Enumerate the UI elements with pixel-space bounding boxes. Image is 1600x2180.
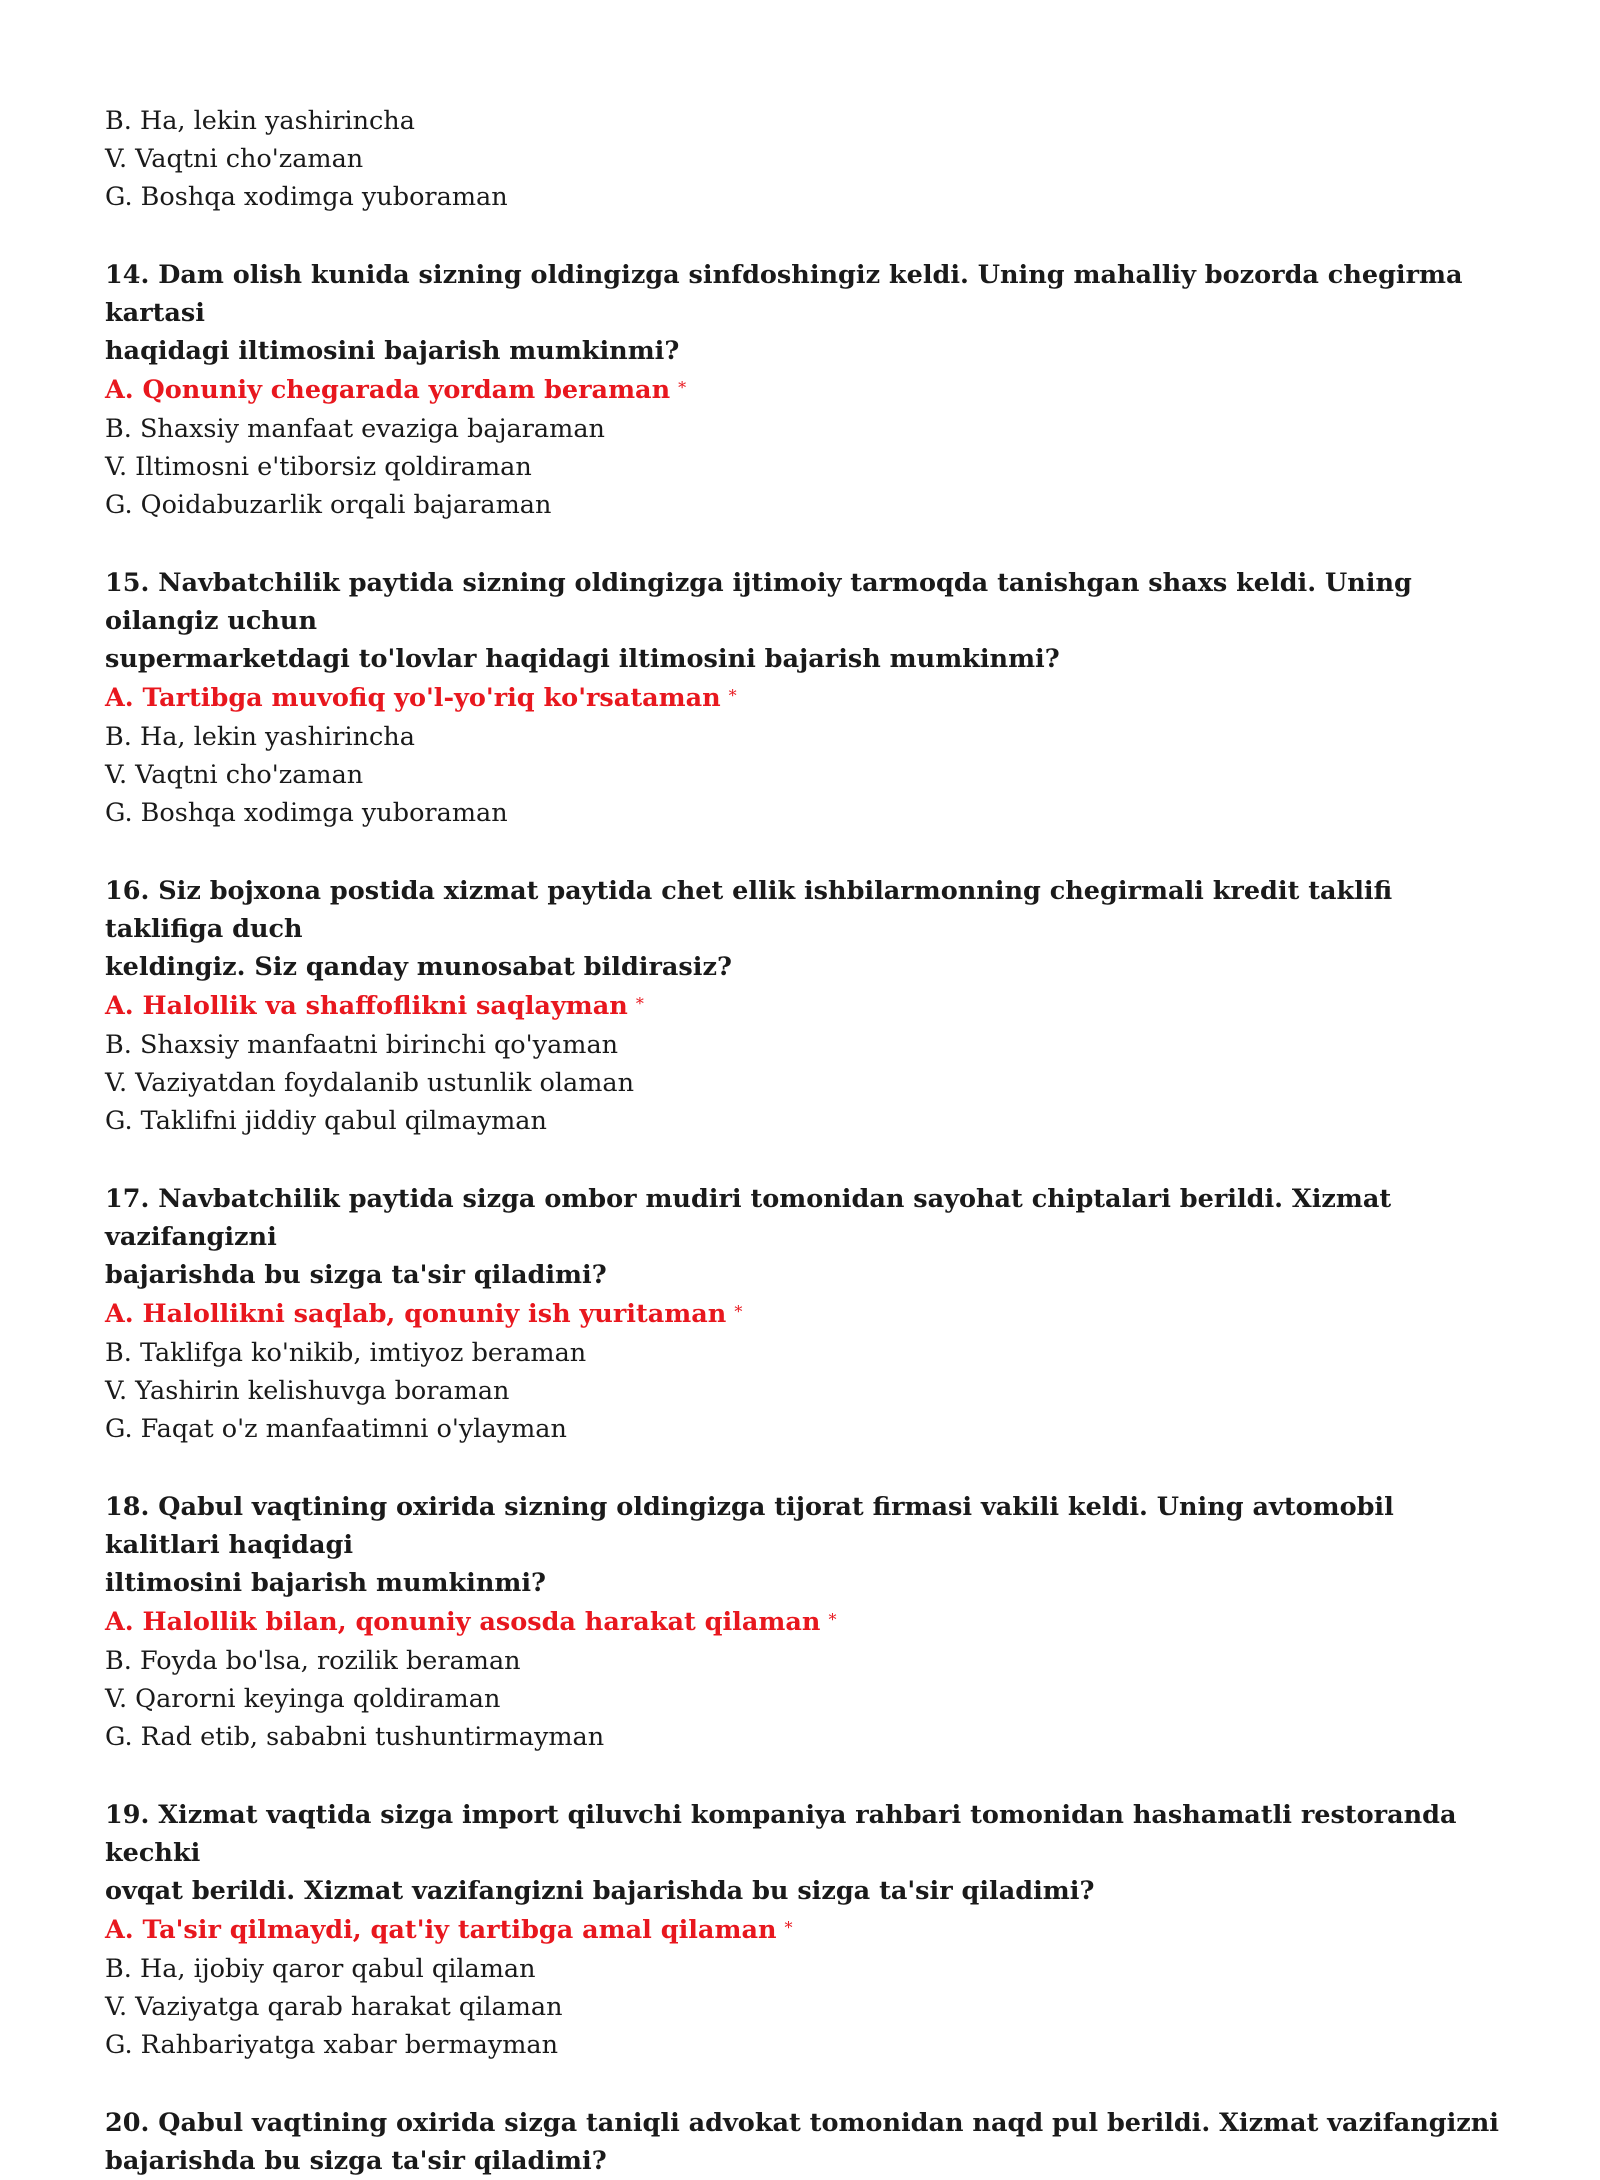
correct-answer xyxy=(105,1602,1505,1642)
correct-marker: * xyxy=(734,1302,743,1321)
option-v: V. Vaqtni cho'zaman xyxy=(105,760,364,790)
correct-answer xyxy=(105,1910,1505,1950)
question-line-2: bajarishda bu sizga ta'sir qiladimi? xyxy=(105,2146,607,2176)
correct-answer-text: A. Qonuniy chegarada yordam beraman xyxy=(105,375,671,405)
question-line-1: 20. Qabul vaqtining oxirida sizga taniqli advokat tomonidan naqd pul berildi. Xizmat vazifangizni xyxy=(105,2108,1499,2138)
option-v: V. Iltimosni e'tiborsiz qoldiraman xyxy=(105,452,532,482)
correct-marker: * xyxy=(784,1918,793,1937)
question-text xyxy=(105,1488,1505,1602)
option-v: V. Qarorni keyinga qoldiraman xyxy=(105,1684,501,1714)
question-20 xyxy=(105,2104,1505,2180)
correct-marker: * xyxy=(635,994,644,1013)
correct-answer-text: A. Tartibga muvofiq yo'l-yo'riq ko'rsataman xyxy=(105,683,721,713)
option-v: V. Vaqtni cho'zaman xyxy=(105,144,364,174)
question-17 xyxy=(105,1180,1505,1448)
option-g: G. Rahbariyatga xabar bermayman xyxy=(105,2030,559,2060)
question-line-1: 19. Xizmat vaqtida sizga import qiluvchi kompaniya rahbari tomonidan hashamatli restoranda kechki xyxy=(105,1800,1457,1868)
question-line-2: supermarketdagi to'lovlar haqidagi iltimosini bajarish mumkinmi? xyxy=(105,644,1060,674)
option-b: B. Taklifga ko'nikib, imtiyoz beraman xyxy=(105,1338,587,1368)
option-v: V. Yashirin kelishuvga boraman xyxy=(105,1376,510,1406)
option-b: B. Foyda bo'lsa, rozilik beraman xyxy=(105,1646,521,1676)
question-text xyxy=(105,872,1505,986)
question-line-1: 14. Dam olish kunida sizning oldingizga sinfdoshingiz keldi. Uning mahalliy bozorda chegirma kartasi xyxy=(105,260,1463,328)
question-text xyxy=(105,2104,1505,2180)
question-line-2: ovqat berildi. Xizmat vazifangizni bajarishda bu sizga ta'sir qiladimi? xyxy=(105,1876,1095,1906)
option-b: B. Ha, lekin yashirincha xyxy=(105,722,415,752)
correct-answer xyxy=(105,1294,1505,1334)
question-text xyxy=(105,256,1505,370)
question-text xyxy=(105,1180,1505,1294)
question-14 xyxy=(105,256,1505,524)
document-page xyxy=(105,102,1505,2180)
option-v: V. Vaziyatga qarab harakat qilaman xyxy=(105,1992,563,2022)
correct-answer xyxy=(105,370,1505,410)
option-b: B. Ha, ijobiy qaror qabul qilaman xyxy=(105,1954,536,1984)
correct-marker: * xyxy=(678,378,687,397)
option-g: G. Boshqa xodimga yuboraman xyxy=(105,182,508,212)
question-line-1: 17. Navbatchilik paytida sizga ombor mudiri tomonidan sayohat chiptalari berildi. Xizmat vazifangizni xyxy=(105,1184,1392,1252)
option-b: B. Shaxsiy manfaatni birinchi qo'yaman xyxy=(105,1030,619,1060)
correct-answer xyxy=(105,678,1505,718)
correct-answer-text: A. Ta'sir qilmaydi, qat'iy tartibga amal qilaman xyxy=(105,1915,777,1945)
question-line-2: bajarishda bu sizga ta'sir qiladimi? xyxy=(105,1260,607,1290)
correct-answer-text: A. Halollik bilan, qonuniy asosda harakat qilaman xyxy=(105,1607,821,1637)
question-line-2: keldingiz. Siz qanday munosabat bildirasiz? xyxy=(105,952,732,982)
question-18 xyxy=(105,1488,1505,1756)
option-g: G. Qoidabuzarlik orqali bajaraman xyxy=(105,490,552,520)
question-text xyxy=(105,1796,1505,1910)
option-g: G. Rad etib, sababni tushuntirmayman xyxy=(105,1722,605,1752)
question-line-2: iltimosini bajarish mumkinmi? xyxy=(105,1568,546,1598)
option-g: G. Taklifni jiddiy qabul qilmayman xyxy=(105,1106,547,1136)
option-b: B. Shaxsiy manfaat evaziga bajaraman xyxy=(105,414,605,444)
question-16 xyxy=(105,872,1505,1140)
option-g: G. Faqat o'z manfaatimni o'ylayman xyxy=(105,1414,567,1444)
option-b: B. Ha, lekin yashirincha xyxy=(105,106,415,136)
correct-answer-text: A. Halollikni saqlab, qonuniy ish yuritaman xyxy=(105,1299,727,1329)
question-19 xyxy=(105,1796,1505,2064)
question-line-1: 18. Qabul vaqtining oxirida sizning oldingizga tijorat firmasi vakili keldi. Uning avtomobil kalitlari haqidagi xyxy=(105,1492,1394,1560)
question-line-1: 15. Navbatchilik paytida sizning oldingizga ijtimoiy tarmoqda tanishgan shaxs keldi. Uning oilangiz uchun xyxy=(105,568,1412,636)
correct-marker: * xyxy=(828,1610,837,1629)
option-v: V. Vaziyatdan foydalanib ustunlik olaman xyxy=(105,1068,635,1098)
correct-answer xyxy=(105,986,1505,1026)
previous-question-options xyxy=(105,102,1505,216)
correct-answer-text: A. Halollik va shaffoflikni saqlayman xyxy=(105,991,628,1021)
question-line-1: 16. Siz bojxona postida xizmat paytida chet ellik ishbilarmonning chegirmali kredit taklifi taklifiga duch xyxy=(105,876,1393,944)
question-line-2: haqidagi iltimosini bajarish mumkinmi? xyxy=(105,336,680,366)
question-text xyxy=(105,564,1505,678)
option-g: G. Boshqa xodimga yuboraman xyxy=(105,798,508,828)
correct-marker: * xyxy=(728,686,737,705)
question-15 xyxy=(105,564,1505,832)
